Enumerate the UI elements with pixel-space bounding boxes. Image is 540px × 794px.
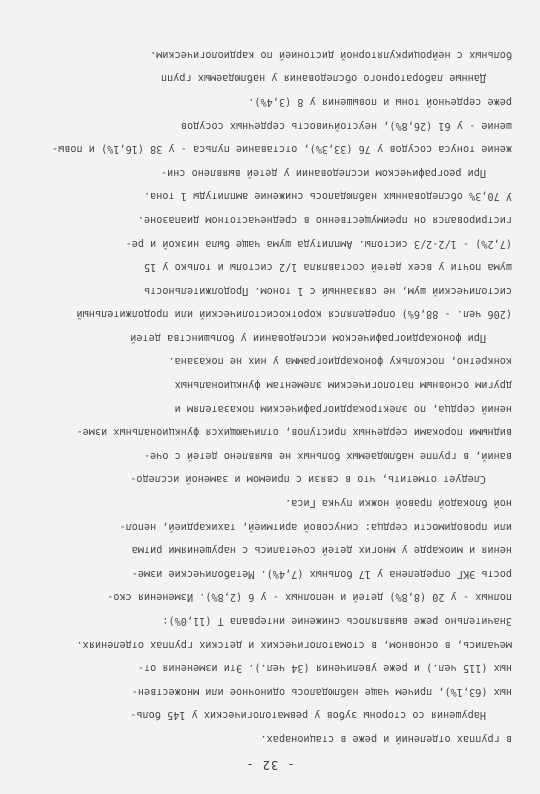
text-line: Данные лабораторного обследования у наблюдаемых групп xyxy=(160,72,486,84)
text-line: полных - у 20 (8,8%) детей и неполных - у 6 (2,8%). Изменения ско- xyxy=(107,591,512,603)
text-line: другим основным патологическим элементам функциональных xyxy=(174,379,512,391)
text-line: ной блокадой правой ножки пучка Гиса. xyxy=(285,497,512,509)
text-line: Нарушения со стороны зубов у ревматологических у 145 боль- xyxy=(130,709,486,721)
text-line: конкретно, поскольку фонокардиограмма у них не показана. xyxy=(168,355,512,367)
page-number: - 32 - xyxy=(245,758,295,772)
document-body xyxy=(28,42,512,750)
text-line: рость ЭКГ определена у 17 больных (7,4%). Метаболические изме- xyxy=(131,567,512,579)
text-line: нений сердца, по электрокардиографическим показателям и xyxy=(174,402,512,414)
text-line: больных с нейроциркуляторной дистонией по кардиологическим. xyxy=(150,48,512,60)
text-line: (206 чел. - 88,6%) определялся короткосистолический или продолжительный xyxy=(76,308,512,320)
text-line: жение тонуса сосудов у 76 (33,3%), отставание пульса - у 38 (16,1%) и повы- xyxy=(51,143,512,155)
text-line: гистрировался он преимущественно в среднечастотном диапазоне. xyxy=(137,213,512,225)
text-line: мечались, в основном, в стоматологических и детских группах отделениях. xyxy=(76,638,512,650)
text-line: (7,2%) - 1/2-2/3 систолы. Амплитуда шума чаще была низкой и ре- xyxy=(125,237,512,249)
text-line: ных (63,1%), причем чаще наблюдалось одиночное или множествен- xyxy=(131,685,512,697)
text-line: У 70,3% обследованных наблюдалось снижение амплитуды 1 тона. xyxy=(143,190,512,202)
text-line: реже сердечной тоны и повышения у 8 (3,4%). xyxy=(248,95,512,107)
text-line: При реографическом исследовании у детей выявлено сни- xyxy=(160,166,486,178)
text-line: При фонокардиографическом исследовании у большинства детей xyxy=(130,331,486,343)
text-line: Значительно реже выявлялось снижение интервала Т (11,0%): xyxy=(162,615,512,627)
text-line: видными пороками сердечных приступов, отличающихся функциональных изме- xyxy=(76,426,512,438)
text-line: нения и миокарде у многих детей сочетались с нарушениями ритма xyxy=(131,544,512,556)
text-line: в группах отделений и реже в стационарах. xyxy=(260,733,512,744)
text-line: систолический шум, не связанный с 1 тоном. Продолжительность xyxy=(143,284,512,296)
text-line: Следует отметить, что в связи с приемом и заменой исследо- xyxy=(130,473,486,485)
text-line: ных (115 чел.) и реже увеличения (34 чел.). Эти изменения от- xyxy=(137,662,512,674)
text-line: или проводимости сердца: синусовой аритмией, тахикардией, непол- xyxy=(119,520,512,532)
text-line: шума почти у всех детей составляла 1/2 систолы и только у 15 xyxy=(143,261,512,273)
text-line: шение - у 61 (26,8%), неустойчивость сердечных сосудов xyxy=(180,119,512,131)
text-line: ваний, в группе наблюдаемых больных не выявлено детей с оче- xyxy=(143,449,512,461)
